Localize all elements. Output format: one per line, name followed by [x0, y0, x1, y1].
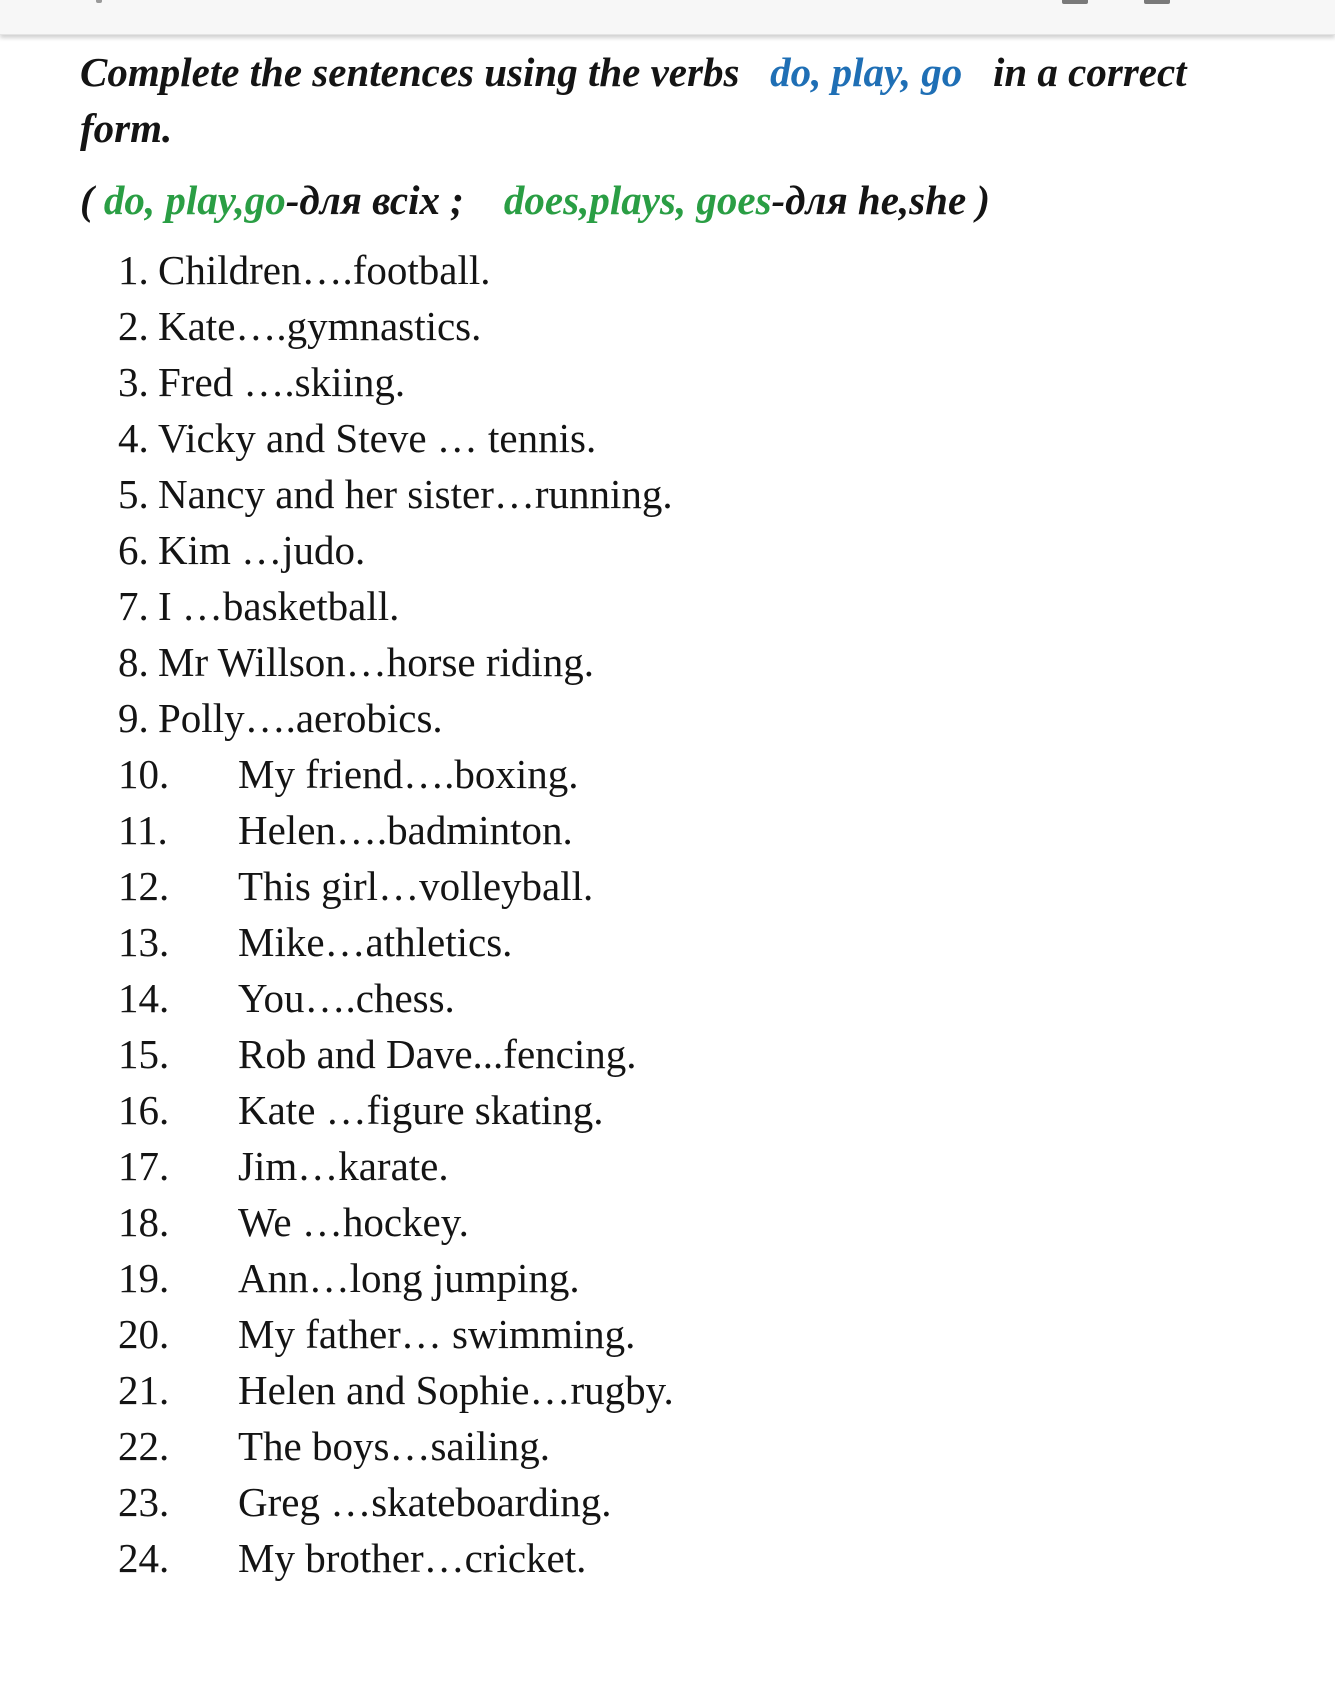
hint-third-person-verbs: does,plays, goes: [503, 177, 772, 223]
exercise-item: [118, 1138, 1280, 1194]
exercise-sentence: Nancy and her sister…running.: [158, 471, 673, 517]
exercise-number: 15.: [118, 1031, 170, 1077]
exercise-sentence: Rob and Dave...fencing.: [238, 1031, 637, 1077]
hint-base-verbs: do, play,go: [103, 177, 286, 223]
hint-third-person-note: -для he,she ): [771, 177, 991, 223]
exercise-sentence: Polly….aerobics.: [158, 695, 443, 741]
exercise-sentence: Mike…athletics.: [238, 919, 513, 965]
exercise-number: 11.: [118, 807, 168, 853]
exercise-number: 13.: [118, 919, 170, 965]
exercise-number: 20.: [118, 1311, 170, 1357]
exercise-sentence: Kate….gymnastics.: [158, 303, 482, 349]
exercise-item: [118, 1362, 1280, 1418]
instruction-text-end: in a correct form.: [80, 49, 1187, 151]
exercise-number: 19.: [118, 1255, 170, 1301]
exercise-sentence: The boys…sailing.: [238, 1423, 551, 1469]
viewer-top-bar: [0, 0, 1335, 35]
exercise-number: 18.: [118, 1199, 170, 1245]
exercise-number: 24.: [118, 1535, 170, 1581]
exercise-number: 2.: [118, 303, 149, 349]
exercise-sentence: Ann…long jumping.: [238, 1255, 580, 1301]
exercise-sentence: Children….football.: [158, 247, 491, 293]
exercise-item: [118, 1306, 1280, 1362]
exercise-number: 16.: [118, 1087, 170, 1133]
exercise-item: [118, 410, 1280, 466]
instruction-heading: [80, 44, 1200, 156]
exercise-sentence: Kim …judo.: [158, 527, 366, 573]
exercise-item: [118, 1474, 1280, 1530]
exercise-sentence: Helen….badminton.: [238, 807, 573, 853]
exercise-item: [118, 298, 1280, 354]
exercise-item: [118, 858, 1280, 914]
exercise-item: [118, 690, 1280, 746]
exercise-number: 9.: [118, 695, 149, 741]
exercise-number: 23.: [118, 1479, 170, 1525]
verb-form-hint: [80, 172, 1280, 228]
exercise-number: 5.: [118, 471, 149, 517]
exercise-number: 8.: [118, 639, 149, 685]
exercise-number: 14.: [118, 975, 170, 1021]
exercise-sentence: Kate …figure skating.: [238, 1087, 604, 1133]
exercise-item: [118, 802, 1280, 858]
exercise-sentence: My friend….boxing.: [238, 751, 579, 797]
exercise-number: 17.: [118, 1143, 170, 1189]
exercise-item: [118, 242, 1280, 298]
instruction-text-start: Complete the sentences using the verbs: [80, 49, 740, 95]
exercise-number: 22.: [118, 1423, 170, 1469]
exercise-sentence: Vicky and Steve … tennis.: [158, 415, 597, 461]
exercise-item: [118, 634, 1280, 690]
exercise-item: [118, 522, 1280, 578]
exercise-sentence: Helen and Sophie…rugby.: [238, 1367, 674, 1413]
hint-base-note: -для всіх ;: [285, 177, 464, 223]
exercise-item: [118, 1418, 1280, 1474]
exercise-list: [80, 242, 1280, 1586]
instruction-verbs: do, play, go: [770, 49, 963, 95]
exercise-sentence: Jim…karate.: [238, 1143, 449, 1189]
worksheet-page: [80, 44, 1280, 1586]
exercise-item: [118, 466, 1280, 522]
exercise-item: [118, 1026, 1280, 1082]
exercise-item: [118, 354, 1280, 410]
exercise-sentence: Fred ….skiing.: [158, 359, 406, 405]
exercise-number: 10.: [118, 751, 170, 797]
minimize-icon[interactable]: [1062, 0, 1088, 4]
exercise-number: 4.: [118, 415, 149, 461]
exercise-item: [118, 578, 1280, 634]
exercise-sentence: We …hockey.: [238, 1199, 469, 1245]
exercise-number: 3.: [118, 359, 149, 405]
exercise-number: 21.: [118, 1367, 170, 1413]
exercise-number: 12.: [118, 863, 170, 909]
exercise-sentence: Greg …skateboarding.: [238, 1479, 612, 1525]
exercise-item: [118, 1250, 1280, 1306]
exercise-item: [118, 1082, 1280, 1138]
exercise-item: [118, 746, 1280, 802]
exercise-sentence: My father… swimming.: [238, 1311, 636, 1357]
exercise-item: [118, 1194, 1280, 1250]
exercise-item: [118, 1530, 1280, 1586]
hint-open-paren: (: [80, 177, 94, 223]
exercise-sentence: Mr Willson…horse riding.: [158, 639, 595, 685]
exercise-number: 7.: [118, 583, 149, 629]
exercise-sentence: You….chess.: [238, 975, 455, 1021]
exercise-sentence: My brother…cricket.: [238, 1535, 587, 1581]
exercise-number: 1.: [118, 247, 149, 293]
exercise-item: [118, 970, 1280, 1026]
window-icon[interactable]: [1144, 0, 1170, 4]
exercise-number: 6.: [118, 527, 149, 573]
back-arrow-icon[interactable]: [96, 0, 102, 3]
exercise-sentence: I …basketball.: [158, 583, 400, 629]
exercise-sentence: This girl…volleyball.: [238, 863, 594, 909]
exercise-item: [118, 914, 1280, 970]
